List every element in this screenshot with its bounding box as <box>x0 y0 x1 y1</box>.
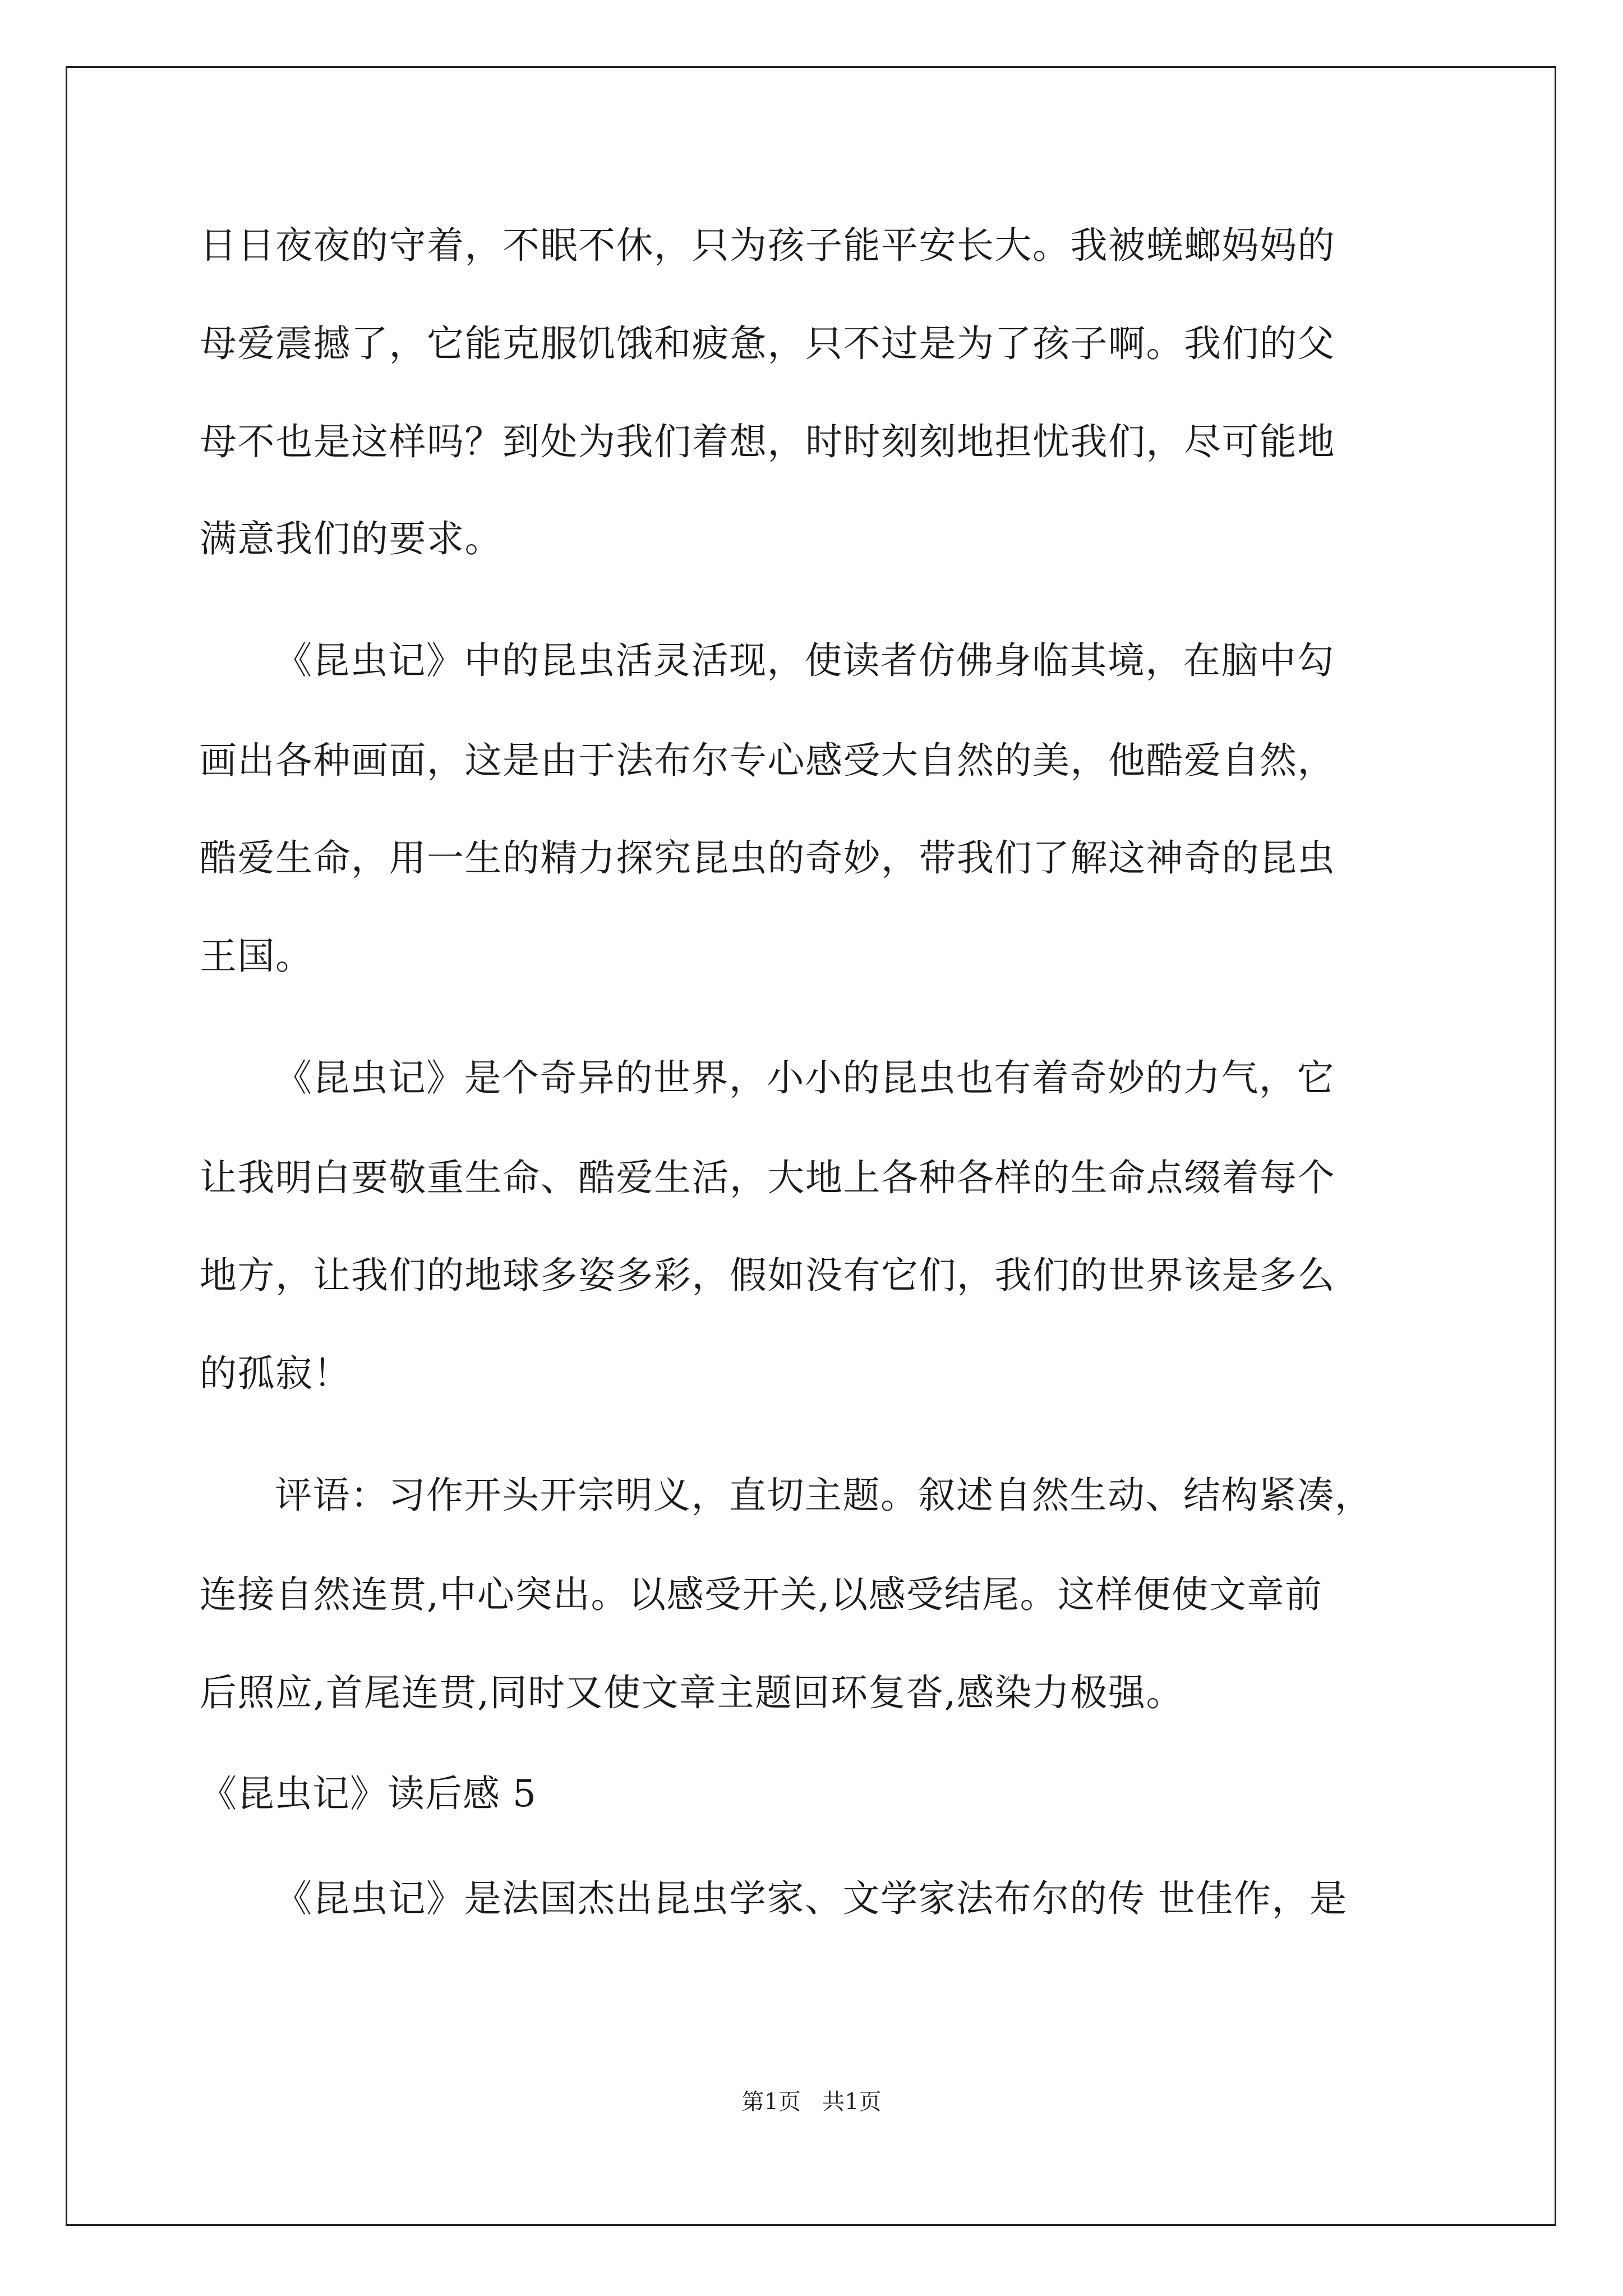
text-line: 让我明白要敬重生命、酷爱生活，大地上各种各样的生命点缀着每个 <box>200 1156 1335 1199</box>
text-line: 《昆虫记》是个奇异的世界，小小的昆虫也有着奇妙的力气，它 <box>275 1056 1335 1099</box>
text-line: 王国。 <box>200 935 313 978</box>
text-line: 酷爱生命，用一生的精力探究昆虫的奇妙，带我们了解这神奇的昆虫 <box>200 836 1335 880</box>
text-line: 的孤寂！ <box>200 1352 351 1395</box>
text-line: 母不也是这样吗？到处为我们着想，时时刻刻地担忧我们，尽可能地 <box>200 420 1335 463</box>
text-line: 日日夜夜的守着，不眠不休，只为孩子能平安长大。我被蜣螂妈妈的 <box>200 224 1335 267</box>
text-line: 《昆虫记》是法国杰出昆虫学家、文学家法布尔的传 世佳作，是 <box>275 1877 1348 1920</box>
text-line: 母爱震撼了，它能克服饥饿和疲惫，只不过是为了孩子啊。我们的父 <box>200 322 1335 365</box>
text-line: 《昆虫记》中的昆虫活灵活现，使读者仿佛身临其境，在脑中勾 <box>275 639 1335 682</box>
section-heading: 《昆虫记》读后感 5 <box>200 1772 537 1815</box>
text-line: 画出各种画面，这是由于法布尔专心感受大自然的美，他酷爱自然， <box>200 739 1335 782</box>
text-line: 连接自然连贯,中心突出。以感受开关,以感受结尾。这样便使文章前 <box>200 1573 1323 1616</box>
text-line: 地方，让我们的地球多姿多彩，假如没有它们，我们的世界该是多么 <box>200 1254 1335 1297</box>
text-line: 满意我们的要求。 <box>200 517 502 560</box>
text-line: 后照应,首尾连贯,同时又使文章主题回环复沓,感染力极强。 <box>200 1671 1184 1714</box>
text-line: 评语：习作开头开宗明义，直切主题。叙述自然生动、结构紧凑， <box>275 1474 1373 1517</box>
page-footer: 第1页 共1页 <box>741 2089 882 2115</box>
